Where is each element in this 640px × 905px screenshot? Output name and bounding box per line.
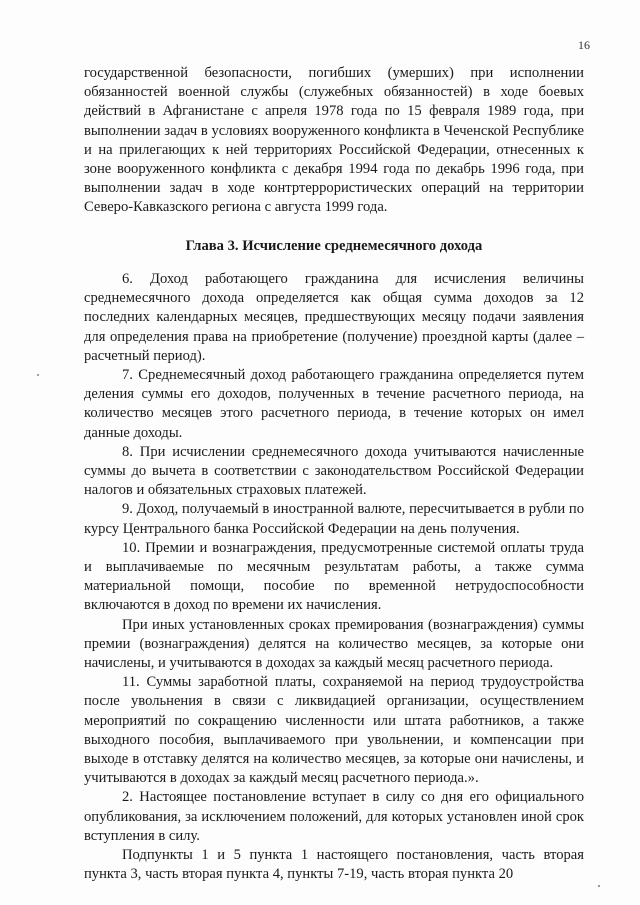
chapter-body xyxy=(84,270,584,885)
page-number: 16 xyxy=(578,38,590,52)
chapter-title: Глава 3. Исчисление среднемесячного дохода xyxy=(185,238,483,254)
corner-dot xyxy=(598,885,600,887)
paragraph-10-continued: При иных установленных сроках премирования (вознаграждения) суммы премии (вознаграждения) делятся на количество месяцев, за которые они начислены, и учитываются в доходах за каждый месяц расчетного периода. xyxy=(84,616,584,672)
paragraph-6: 6. Доход работающего гражданина для исчисления величины среднемесячного дохода определяется как общая сумма доходов за 12 последних календарных месяцев, предшествующих месяцу подачи заявления для определения права на приобретение (получение) проездной карты (далее – расчетный период). xyxy=(84,271,584,364)
paragraph-11: 11. Суммы заработной платы, сохраняемой на период трудоустройства после увольнения в связи с ликвидацией организации, осуществлением мероприятий по сокращению численности или штата работников, а также выходного пособия, выплачиваемого при увольнении, и компенсации при выходе в отставку делятся на количество месяцев, за которые они начислены, и учитываются в доходах за каждый месяц расчетного периода.». xyxy=(84,674,584,787)
paragraph-9: 9. Доход, получаемый в иностранной валюте, пересчитывается в рубли по курсу Центрального банка Российской Федерации на день получения. xyxy=(84,501,584,537)
intro-text: государственной безопасности, погибших (умерших) при исполнении обязанностей военной службы (служебных обязанностей) в ходе боевых действий в Афганистане с апреля 1978 года по 15 февраля 1989 года, при выполнении задач в условиях вооруженного конфликта в Чеченской Республике и на прилегающих к ней территориях Российской Федерации, отнесенных к зоне вооруженного конфликта с декабря 1994 года по декабрь 1996 года, при выполнении задач в ходе контртеррористических операций на территории Северо-Кавказского региона с августа 1999 года. xyxy=(84,65,584,216)
paragraph-7: 7. Среднемесячный доход работающего гражданина определяется путем деления суммы его доходов, полученных в течение расчетного периода, на количество месяцев этого расчетного периода, в течение которых он имел данные доходы. xyxy=(84,367,584,441)
paragraph-subpoints: Подпункты 1 и 5 пункта 1 настоящего постановления, часть вторая пункта 3, часть вторая пункта 4, пункты 7-19, часть вторая пункта 20 xyxy=(84,847,584,883)
intro-paragraph xyxy=(84,64,584,218)
paragraph-10: 10. Премии и вознаграждения, предусмотренные системой оплаты труда и выплачиваемые по месячным результатам работы, а также сумма материальной помощи, пособие по временной нетрудоспособности включаются в доход по времени их начисления. xyxy=(84,539,584,614)
paragraph-8: 8. При исчислении среднемесячного дохода учитываются начисленные суммы до вычета в соответствии с законодательством Российской Федерации налогов и обязательных страховых платежей. xyxy=(84,443,584,499)
margin-dot xyxy=(37,374,39,376)
paragraph-section-2: 2. Настоящее постановление вступает в силу со дня его официального опубликования, за исключением положений, для которых установлен иной срок вступления в силу. xyxy=(84,789,584,844)
